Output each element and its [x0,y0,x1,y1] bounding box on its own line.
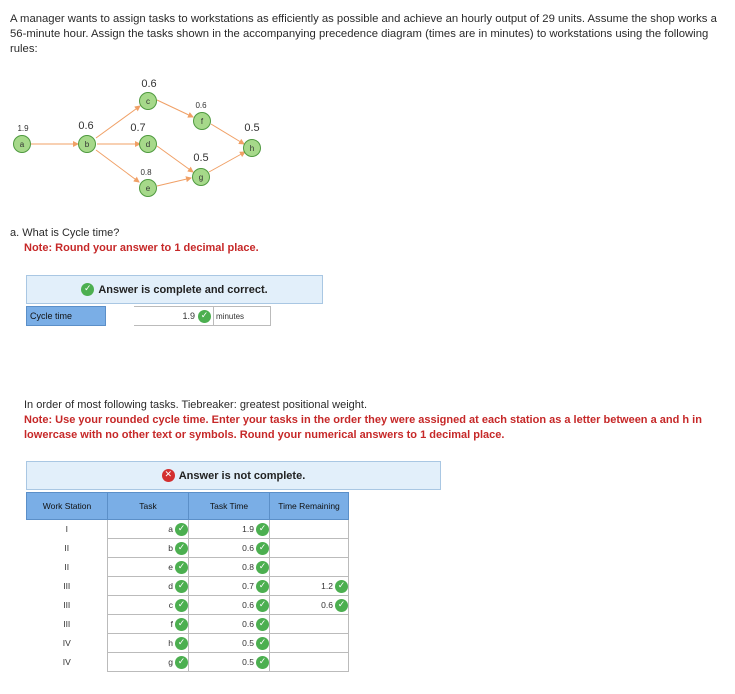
edge-f-h [211,124,244,144]
table-row [27,653,349,672]
check-circle-icon: ✓ [256,618,269,631]
time-remaining-input[interactable] [270,577,349,596]
precedence-diagram [0,70,290,210]
task-time-value: 1.9 [242,524,254,534]
header-station: Work Station [27,493,108,520]
task-value: h [168,638,173,648]
check-circle-icon: ✓ [175,618,188,631]
task-time-input[interactable] [189,520,270,539]
task-input[interactable] [108,520,189,539]
work-station-cell: III [63,600,71,610]
svg-text:c: c [146,97,150,106]
time-remaining-input[interactable] [270,539,349,558]
edge-c-f [157,100,193,117]
task-time-input[interactable] [189,558,270,577]
work-station-cell: I [65,524,68,535]
table-row [27,596,349,615]
work-station-cell: II [64,562,70,572]
work-station-cell: IV [62,638,71,648]
svg-text:a: a [19,140,25,149]
header-time-remaining: Time Remaining [270,493,349,520]
task-time-value: 0.8 [242,562,254,572]
cycle-time-value: 1.9 [182,311,195,321]
table-row [27,539,349,558]
task-value: c [168,600,173,610]
svg-text:0.8: 0.8 [140,168,152,177]
task-input[interactable] [108,539,189,558]
work-station-cell: II [64,543,70,553]
node-e [140,168,157,197]
task-value: b [168,543,173,553]
node-a [14,124,31,153]
task-time-value: 0.5 [242,638,254,648]
svg-text:f: f [200,117,204,126]
work-station-cell: III [63,581,71,591]
task-input[interactable] [108,596,189,615]
cycle-time-input[interactable] [134,306,213,326]
task-time-value: 0.6 [242,600,254,610]
time-remaining-input[interactable] [270,596,349,615]
edge-b-e [96,150,139,182]
svg-text:g: g [198,173,204,182]
status-banner-incomplete [26,461,441,490]
svg-text:1.9: 1.9 [17,124,29,133]
table-row [27,558,349,577]
task-time-input[interactable] [189,653,270,672]
x-circle-icon: ✕ [162,469,175,482]
assignment-table [26,492,349,672]
question-a: a. What is Cycle time? [10,227,120,239]
svg-text:0.6: 0.6 [141,78,157,90]
problem-intro: A manager wants to assign tasks to workstations as efficiently as possible and achieve an hourly output of 29 units. Assume the shop works a 56-minute hour. Assign the tasks shown in the accompanying precedence diagram (times are in minutes) to workstations using the following rules: [10,13,717,55]
note-b: Note: Use your rounded cycle time. Enter your tasks in the order they were assigned at each station as a letter between a and h in lowercase with no other text or symbols. Round your numerical answers to 1 decimal place. [24,414,702,441]
svg-text:e: e [145,184,151,193]
check-circle-icon: ✓ [175,542,188,555]
time-remaining-input[interactable] [270,520,349,539]
check-circle-icon: ✓ [256,523,269,536]
task-time-value: 0.5 [242,657,254,667]
check-circle-icon: ✓ [175,523,188,536]
check-circle-icon: ✓ [175,561,188,574]
banner-text: Answer is not complete. [178,469,306,482]
check-circle-icon: ✓ [335,580,348,593]
banner-text: Answer is complete and correct. [98,283,268,296]
time-remaining-input[interactable] [270,615,349,634]
instruction-b: In order of most following tasks. Tiebreaker: greatest positional weight. [24,399,368,411]
node-c [140,78,157,110]
note-a: Note: Round your answer to 1 decimal place. [24,242,259,254]
edge-e-g [157,178,191,186]
check-circle-icon: ✓ [256,637,269,650]
task-input[interactable] [108,558,189,577]
task-time-input[interactable] [189,596,270,615]
check-circle-icon: ✓ [335,599,348,612]
check-circle-icon: ✓ [198,310,211,323]
svg-text:b: b [84,140,90,149]
time-remaining-input[interactable] [270,634,349,653]
cycle-time-unit: minutes [213,306,271,326]
task-value: e [168,562,173,572]
node-b [78,120,95,153]
task-time-value: 0.6 [242,543,254,553]
table-row [27,577,349,596]
work-station-cell: IV [62,657,71,667]
table-row [27,634,349,653]
check-circle-icon: ✓ [256,599,269,612]
time-remaining-value: 1.2 [321,581,333,591]
task-value: a [168,524,173,534]
task-input[interactable] [108,615,189,634]
node-d [130,122,156,153]
edge-d-g [157,146,193,172]
check-circle-icon: ✓ [256,561,269,574]
svg-text:0.5: 0.5 [244,122,260,134]
task-input[interactable] [108,653,189,672]
table-row [27,520,349,539]
time-remaining-input[interactable] [270,653,349,672]
cycle-time-label: Cycle time [26,306,106,326]
edge-g-h [209,152,245,172]
check-circle-icon: ✓ [175,656,188,669]
svg-text:0.6: 0.6 [195,101,207,110]
task-time-value: 0.6 [242,619,254,629]
work-station-cell: III [63,619,71,629]
header-task: Task [108,493,189,520]
task-time-value: 0.7 [242,581,254,591]
node-f [194,101,211,130]
node-g [193,152,210,186]
status-banner-correct [26,275,323,304]
task-value: f [170,619,173,629]
task-value: d [168,581,173,591]
check-circle-icon: ✓ [175,580,188,593]
task-input[interactable] [108,634,189,653]
task-time-input[interactable] [189,577,270,596]
check-circle-icon: ✓ [256,580,269,593]
check-circle-icon: ✓ [81,283,94,296]
task-value: g [168,657,173,667]
task-time-input[interactable] [189,539,270,558]
table-row [27,615,349,634]
time-remaining-value: 0.6 [321,600,333,610]
task-time-input[interactable] [189,634,270,653]
time-remaining-input[interactable] [270,558,349,577]
svg-text:h: h [249,144,255,153]
header-task-time: Task Time [189,493,270,520]
svg-text:0.6: 0.6 [78,120,94,132]
svg-text:d: d [145,140,151,149]
svg-text:0.5: 0.5 [193,152,209,164]
cycle-time-row [26,306,271,326]
check-circle-icon: ✓ [256,542,269,555]
node-h [244,122,261,157]
task-input[interactable] [108,577,189,596]
check-circle-icon: ✓ [175,599,188,612]
svg-text:0.7: 0.7 [130,122,146,134]
task-time-input[interactable] [189,615,270,634]
check-circle-icon: ✓ [175,637,188,650]
check-circle-icon: ✓ [256,656,269,669]
